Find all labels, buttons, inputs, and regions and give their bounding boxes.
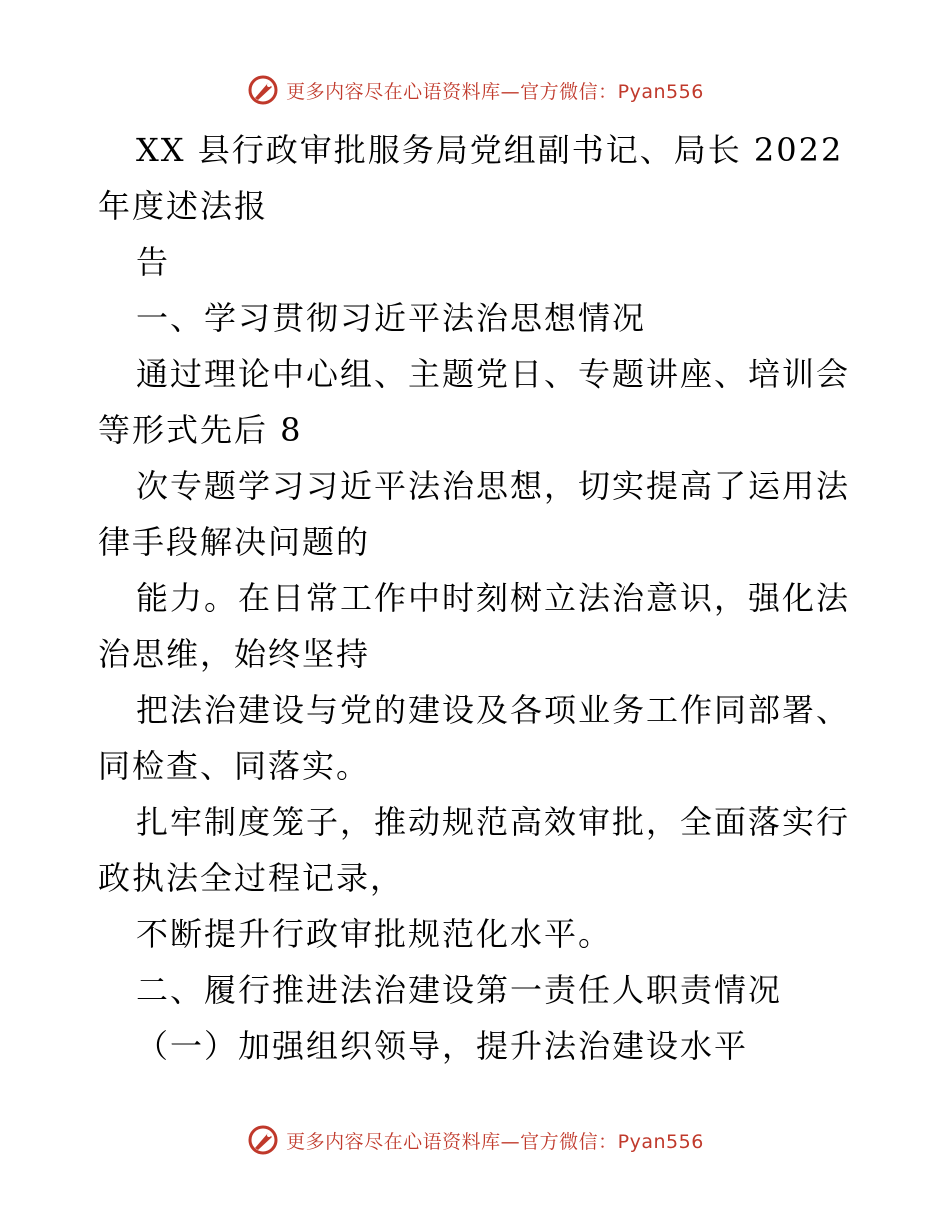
document-body [98, 122, 858, 1074]
document-line: 等形式先后 8 [98, 411, 303, 449]
subsection-heading: （一）加强组织领导，提升法治建设水平 [136, 1027, 749, 1065]
section-heading: 一、学习贯彻习近平法治思想情况 [136, 299, 647, 337]
document-line: 能力。在日常工作中时刻树立法治意识，强化法 [136, 579, 851, 617]
document-line: 治思维，始终坚持 [98, 635, 371, 673]
document-line: 告 [136, 243, 171, 281]
document-line: 同检查、同落实。 [98, 747, 371, 785]
pen-nib-logo-icon [246, 73, 280, 107]
document-line: 次专题学习习近平法治思想，切实提高了运用法 [136, 467, 851, 505]
document-line: 把法治建设与党的建设及各项业务工作同部署、 [136, 691, 851, 729]
document-line: XX 县行政审批服务局党组副书记、局长 2022 [136, 131, 844, 169]
document-line: 通过理论中心组、主题党日、专题讲座、培训会 [136, 355, 851, 393]
watermark-text: 更多内容尽在心语资料库—官方微信：Pyan556 [286, 80, 704, 103]
section-heading: 二、履行推进法治建设第一责任人职责情况 [136, 971, 783, 1009]
pen-nib-logo-icon [246, 1123, 280, 1157]
document-line: 不断提升行政审批规范化水平。 [136, 915, 613, 953]
watermark-header [0, 70, 950, 110]
document-line: 政执法全过程记录， [98, 859, 405, 897]
document-line: 年度述法报 [98, 187, 269, 225]
watermark-text: 更多内容尽在心语资料库—官方微信：Pyan556 [286, 1130, 704, 1153]
document-line: 扎牢制度笼子，推动规范高效审批，全面落实行 [136, 803, 851, 841]
watermark-footer [0, 1120, 950, 1160]
document-line: 律手段解决问题的 [98, 523, 371, 561]
